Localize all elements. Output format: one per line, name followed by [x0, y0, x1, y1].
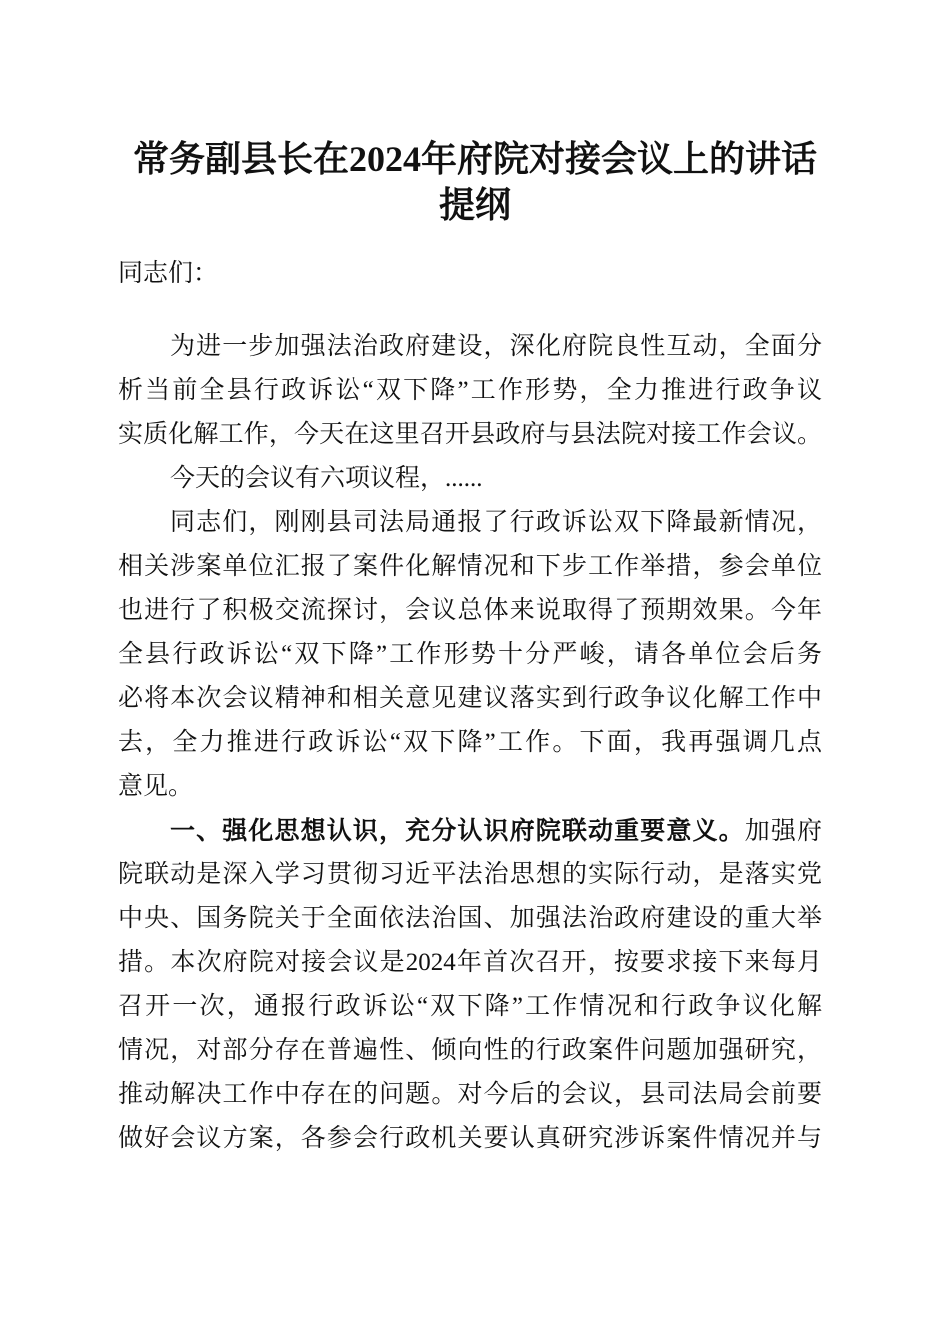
paragraph — [118, 501, 822, 809]
paragraph-line: 推动解决工作中存在的问题。对今后的会议，县司法局会前要 — [118, 1081, 822, 1108]
paragraph-line: 做好会议方案，各参会行政机关要认真研究涉诉案件情况并与 — [118, 1125, 822, 1152]
title-line: 提纲 — [438, 185, 511, 225]
paragraph-line: 情况，对部分存在普遍性、倾向性的行政案件问题加强研究， — [118, 1037, 822, 1064]
paragraph-line: 召开一次，通报行政诉讼“双下降”工作情况和行政争议化解 — [118, 993, 822, 1020]
document-body — [118, 252, 822, 1161]
paragraph-line: 为进一步加强法治政府建设，深化府院良性互动，全面分 — [170, 333, 822, 360]
paragraph-line: 今天的会议有六项议程，...... — [170, 465, 483, 492]
paragraph-line: 同志们，刚刚县司法局通报了行政诉讼双下降最新情况， — [170, 509, 822, 536]
paragraph-line: 全县行政诉讼“双下降”工作形势十分严峻，请各单位会后务 — [118, 641, 822, 668]
paragraph-line: 院联动是深入学习贯彻习近平法治思想的实际行动，是落实党 — [118, 861, 822, 888]
salutation: 同志们： — [118, 260, 219, 287]
paragraph-line: 意见。 — [118, 773, 194, 800]
paragraph-line: 措。本次府院对接会议是2024年首次召开，按要求接下来每月 — [118, 949, 822, 976]
paragraph — [118, 809, 822, 1161]
paragraph-line: 中央、国务院关于全面依法治国、加强法治政府建设的重大举 — [118, 905, 822, 932]
document-title — [0, 136, 950, 228]
paragraph-line: 析当前全县行政诉讼“双下降”工作形势，全力推进行政争议 — [118, 377, 822, 404]
section-heading: 一、强化思想认识，充分认识府院联动重要意义。 — [170, 816, 745, 845]
paragraph-line: 去，全力推进行政诉讼“双下降”工作。下面，我再强调几点 — [118, 729, 822, 756]
paragraph-line — [118, 809, 822, 853]
paragraph-line: 必将本次会议精神和相关意见建议落实到行政争议化解工作中 — [118, 685, 822, 712]
paragraph — [118, 325, 822, 457]
paragraph — [118, 457, 822, 501]
title-line: 常务副县长在2024年府院对接会议上的讲话 — [132, 139, 817, 179]
heading-continuation: 加强府 — [744, 818, 822, 845]
paragraph-line: 实质化解工作，今天在这里召开县政府与县法院对接工作会议。 — [118, 421, 822, 448]
paragraph-line: 也进行了积极交流探讨，会议总体来说取得了预期效果。今年 — [118, 597, 822, 624]
paragraph-line: 相关涉案单位汇报了案件化解情况和下步工作举措，参会单位 — [118, 553, 822, 580]
